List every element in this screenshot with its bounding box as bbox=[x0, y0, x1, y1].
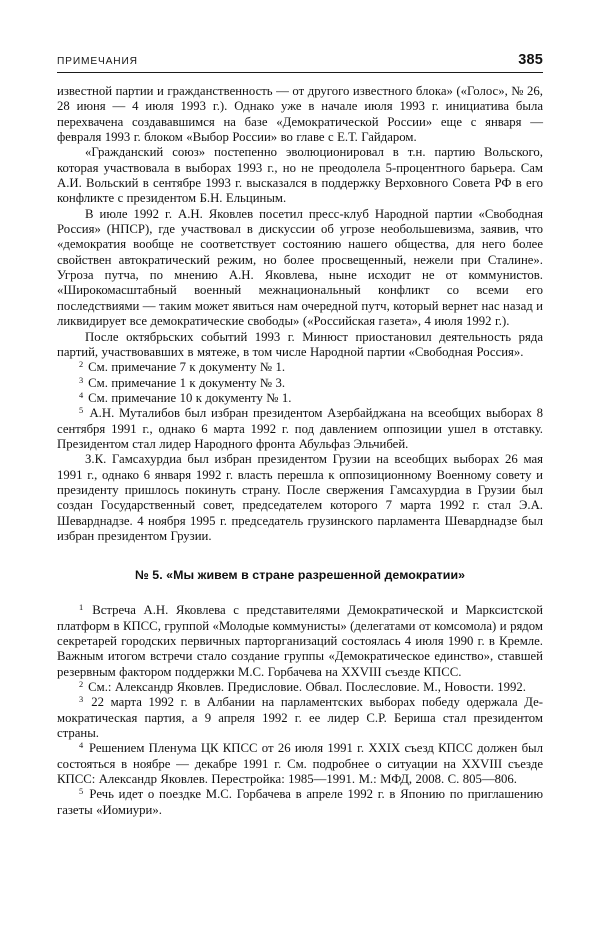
running-head bbox=[57, 52, 543, 73]
footnote-marker: 5 bbox=[79, 406, 84, 416]
footnote-marker: 1 bbox=[79, 603, 84, 613]
footnote-marker: 5 bbox=[79, 787, 84, 797]
footnote-paragraph: $^2$ См. примечание 7 к документу № 1. bbox=[79, 360, 286, 375]
footnote-marker: 2 bbox=[79, 360, 84, 370]
footnote-paragraph: $^2$ См.: Александр Яковлев. Предисловие. Обвал. Послесловие. М., Новости. 1992. bbox=[79, 680, 526, 695]
footnote-paragraph: $^3$ 22 марта 1992 г. в Албании на парламентских выборах победу одержала Демократическая партия, а 9 апреля 1992 г. ее лидер С.Р. Бериша стал президентом страны. bbox=[57, 695, 543, 741]
body-paragraph: известной партии и гражданственность — от другого известного блока» («Голос», № 26, 28 июня — 4 июля 1993 г.). Однако уже в начале июля 1993 г. инициатива была перехвачена создававшимся на базе «Демократической России» еще с января — февраля 1993 г. блоком «Выбор России» во главе с Е.Т. Гайдаром. bbox=[57, 84, 543, 145]
footnote-marker: 3 bbox=[79, 695, 84, 705]
footnote-marker: 4 bbox=[79, 741, 84, 751]
footnote-paragraph: $^5$ Речь идет о поездке М.С. Горбачева в апреле 1992 г. в Японию по приглашению газеты «Иомиури». bbox=[57, 787, 543, 817]
footnote-paragraph: $^4$ Решением Пленума ЦК КПСС от 26 июля 1991 г. XXIX съезд КПСС должен был состояться в ноябре — декабре 1991 г. См. подробнее о ситуации на XXVIII съезде КПСС: Александр Яковлев. Перестройка: 1985—1991. М.: МФД, 2008. С. 805—806. bbox=[57, 741, 543, 787]
body-paragraph-list bbox=[57, 84, 543, 544]
footnote-marker: 3 bbox=[79, 375, 84, 385]
footnote-paragraph: $^1$ Встреча А.Н. Яковлева с представителями Демократической и Марксистской платформ в КПСС, группой «Молодые коммунисты» (делегатами от комсомола) и рядом секретарей городских первичных парторганизаций состоялась 4 июля 1990 г. в Кремле. Важным итогом встречи стало создание группы «Демократическое единство», ставшей резервным фактором поддержки М.С. Горбачева на XXVIII съезде КПСС. bbox=[57, 603, 543, 679]
page-number: 385 bbox=[518, 52, 543, 68]
footnote-paragraph: $^4$ См. примечание 10 к документу № 1. bbox=[79, 390, 292, 405]
footnote-paragraph: $^5$ А.Н. Муталибов был избран президентом Азербайджана на всеобщих выборах 8 сентября 1991 г., однако 6 марта 1992 г. под давлением оппозиции ушел в отставку. Президентом стал лидер Народного фронта Абульфаз Эльчибей. bbox=[57, 406, 543, 451]
section-heading: № 5. «Мы живем в стране разрешенной демократии» bbox=[134, 568, 466, 583]
footnote-paragraph: $^3$ См. примечание 1 к документу № 3. bbox=[79, 375, 286, 390]
body-paragraph: «Гражданский союз» постепенно эволюционировал в т.н. партию Вольского, которая участвовала в выборах 1993 г., но не преодолела 5-процентного барьера. Сам А.И. Вольский в сентябре 1993 г. высказался в поддержку Верховного Совета РФ в его конфликте с президентом Б.Н. Ельциным. bbox=[57, 145, 543, 206]
section-note-list bbox=[57, 603, 543, 818]
body-paragraph: После октябрьских событий 1993 г. Минюст приостановил деятельность ряда партий, участвовавших в мятеже, в том числе Народной партии «Свободная Россия». bbox=[57, 329, 543, 359]
body-paragraph: З.К. Гамсахурдиа был избран президентом Грузии на всеобщих выборах 26 мая 1991 г., однако 6 января 1992 г. власть перешла к оппозиционному Военному совету и президенту пришлось покинуть страну. После свержения Гамсахурдиа в Грузии был создан Государственный совет, председателем которого 7 марта 1992 г. стал Э.А. Шеварднадзе. 4 ноября 1995 г. председатель грузинского парламента Шеварднадзе был избран президентом Грузии. bbox=[57, 452, 543, 543]
footnote-marker: 4 bbox=[79, 390, 84, 400]
footnote-marker: 2 bbox=[79, 680, 84, 689]
body-paragraph: В июле 1992 г. А.Н. Яковлев посетил пресс-клуб Народной партии «Свободная Россия» (НПСР), где участвовал в дискуссии об угрозе необольшевизма, заявив, что «демократия вообще не соответствует состоянию нашего общества, для него более свойствен автократический режим, но более просвещенный, нежели при Сталине». Угроза путча, по мнению А.Н. Яковлева, ныне исходит не от коммунистов. «Широкомасштабный военный межнациональный конфликт со всеми его последствиями — таким может явиться нам очередной путч, который вернет нас назад и ликвидирует все демократические свободы» («Российская газета», 4 июля 1992 г.). bbox=[57, 206, 543, 329]
running-head-title: ПРИМЕЧАНИЯ bbox=[57, 56, 138, 67]
text-column bbox=[57, 84, 543, 818]
